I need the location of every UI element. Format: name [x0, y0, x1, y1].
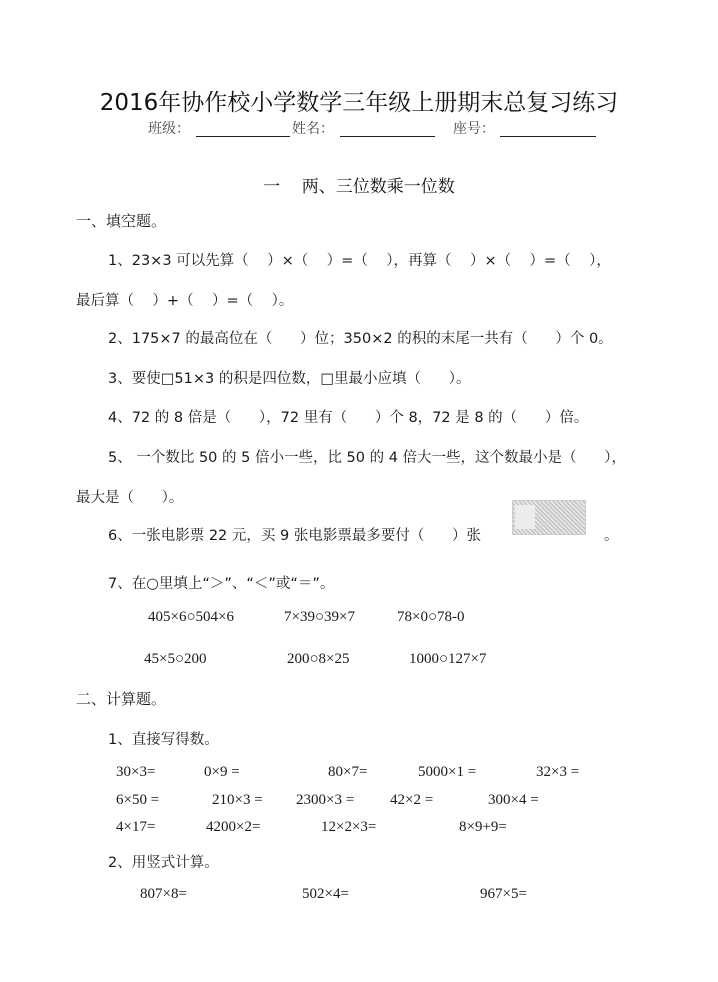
oral-item: 30×3= [116, 764, 156, 780]
question-1-line1: 1、23×3 可以先算（ ）×（ ）=（ ），再算（ ）×（ ）=（ ）， [108, 253, 611, 269]
question-5-line2: 最大是（ ）。 [76, 490, 184, 506]
oral-item: 4×17= [116, 819, 156, 835]
oral-item: 6×50 = [116, 792, 160, 808]
question-5-line1: 5、 一个数比 50 的 5 倍小一些，比 50 的 4 倍大一些，这个数最小是（ ）， [108, 450, 626, 466]
oral-item: 0×9 = [204, 764, 240, 780]
subsection-2: 2、用竖式计算。 [108, 855, 219, 871]
question-6: 6、一张电影票 22 元，买 9 张电影票最多要付（ ）张 [108, 528, 481, 544]
banknote-image [512, 500, 586, 535]
question-2: 2、175×7 的最高位在（ ）位；350×2 的积的末尾一共有（ ）个 0。 [108, 331, 613, 347]
question-6-end: 。 [604, 528, 619, 544]
oral-item: 42×2 = [390, 792, 434, 808]
oral-item: 4200×2= [206, 819, 261, 835]
oral-item: 80×7= [328, 764, 368, 780]
vertical-item: 967×5= [480, 886, 527, 902]
oral-item: 12×2×3= [321, 819, 377, 835]
seat-blank[interactable] [500, 136, 596, 137]
part2-heading: 二、计算题。 [76, 690, 167, 708]
class-blank[interactable] [196, 136, 290, 137]
oral-item: 8×9+9= [459, 819, 507, 835]
oral-item: 2300×3 = [296, 792, 355, 808]
vertical-item: 502×4= [302, 886, 349, 902]
class-label: 班级： [148, 121, 190, 137]
question-4: 4、72 的 8 倍是（ ），72 里有（ ）个 8，72 是 8 的（ ）倍。 [108, 410, 589, 426]
name-blank[interactable] [340, 136, 435, 137]
oral-item: 210×3 = [212, 792, 263, 808]
oral-item: 300×4 = [488, 792, 539, 808]
compare-item: 200○8×25 [287, 651, 350, 667]
part1-heading: 一、填空题。 [76, 212, 167, 230]
question-3: 3、要使□51×3 的积是四位数，□里最小应填（ ）。 [108, 371, 471, 387]
name-label: 姓名： [292, 121, 334, 137]
compare-item: 45×5○200 [144, 651, 207, 667]
unit-title: 一 两、三位数乘一位数 [263, 177, 455, 197]
vertical-item: 807×8= [140, 886, 187, 902]
compare-item: 7×39○39×7 [284, 609, 355, 625]
oral-item: 5000×1 = [418, 764, 477, 780]
oral-item: 32×3 = [536, 764, 580, 780]
compare-item: 1000○127×7 [409, 651, 487, 667]
question-7: 7、在○里填上“＞”、“＜”或“＝”。 [108, 576, 335, 592]
subsection-1: 1、直接写得数。 [108, 732, 219, 748]
compare-item: 405×6○504×6 [148, 609, 234, 625]
worksheet-title: 2016年协作校小学数学三年级上册期末总复习练习 [99, 90, 619, 116]
seat-label: 座号： [453, 121, 495, 137]
question-1-line2: 最后算（ ）+（ ）=（ ）。 [76, 293, 294, 309]
compare-item: 78×0○78-0 [397, 609, 465, 625]
